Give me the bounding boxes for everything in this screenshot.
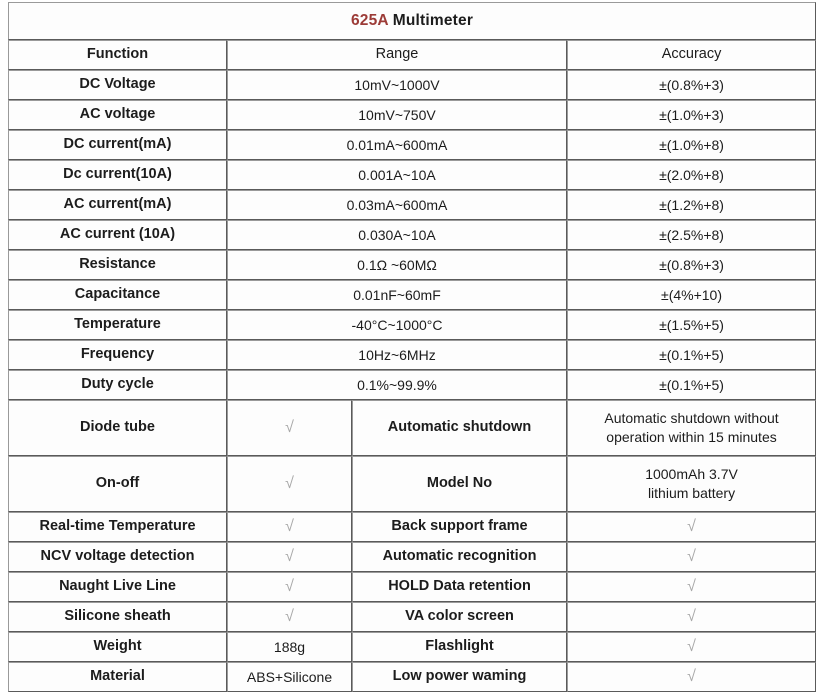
feature-value-line2: lithium battery — [647, 485, 736, 501]
feature-row — [8, 662, 816, 692]
table-row — [8, 250, 816, 280]
specification-table — [8, 2, 816, 692]
table-body — [8, 2, 816, 692]
table-row — [8, 280, 816, 310]
checkmark-icon: √ — [227, 400, 352, 456]
spec-accuracy-value: ±(0.8%+3) — [567, 250, 816, 280]
table-row — [8, 130, 816, 160]
spec-range-value: 0.1Ω ~60MΩ — [227, 250, 567, 280]
feature-label-left: Naught Live Line — [8, 572, 227, 602]
table-row — [8, 340, 816, 370]
spec-function-label: AC current (10A) — [8, 220, 227, 250]
spec-function-label: AC current(mA) — [8, 190, 227, 220]
table-row — [8, 220, 816, 250]
feature-row — [8, 512, 816, 542]
table-row — [8, 310, 816, 340]
checkmark-icon: √ — [567, 542, 816, 572]
checkmark-icon: √ — [567, 572, 816, 602]
spec-accuracy-value: ±(0.1%+5) — [567, 370, 816, 400]
checkmark-icon: √ — [567, 632, 816, 662]
feature-value-line2: operation within 15 minutes — [606, 429, 777, 445]
spec-accuracy-value: ±(4%+10) — [567, 280, 816, 310]
table-row — [8, 100, 816, 130]
product-type-label: Multimeter — [388, 11, 474, 29]
feature-row — [8, 632, 816, 662]
spec-function-label: Frequency — [8, 340, 227, 370]
column-header-accuracy: Accuracy — [567, 40, 816, 70]
feature-label-right: Flashlight — [352, 632, 567, 662]
spec-accuracy-value: ±(0.8%+3) — [567, 70, 816, 100]
spec-range-value: 0.1%~99.9% — [227, 370, 567, 400]
feature-label-right: Low power waming — [352, 662, 567, 692]
spec-function-label: Dc current(10A) — [8, 160, 227, 190]
page-title — [8, 2, 816, 40]
spec-function-label: Capacitance — [8, 280, 227, 310]
feature-value-left: ABS+Silicone — [227, 662, 352, 692]
spec-accuracy-value: ±(2.0%+8) — [567, 160, 816, 190]
feature-value-right — [567, 400, 816, 456]
brand-model-label: 625A — [350, 11, 389, 29]
table-row — [8, 190, 816, 220]
spec-range-value: 10mV~1000V — [227, 70, 567, 100]
spec-function-label: DC current(mA) — [8, 130, 227, 160]
column-header-range: Range — [227, 40, 567, 70]
feature-label-left: Real-time Temperature — [8, 512, 227, 542]
spec-accuracy-value: ±(1.0%+3) — [567, 100, 816, 130]
spec-range-value: 0.001A~10A — [227, 160, 567, 190]
spec-accuracy-value: ±(1.0%+8) — [567, 130, 816, 160]
table-row — [8, 160, 816, 190]
spec-range-value: 0.030A~10A — [227, 220, 567, 250]
checkmark-icon: √ — [227, 542, 352, 572]
feature-label-right: HOLD Data retention — [352, 572, 567, 602]
table-row — [8, 70, 816, 100]
feature-value-line1: Automatic shutdown without — [604, 410, 779, 427]
spec-range-value: 10Hz~6MHz — [227, 340, 567, 370]
spec-accuracy-value: ±(2.5%+8) — [567, 220, 816, 250]
feature-row — [8, 572, 816, 602]
title-row — [8, 2, 816, 40]
spec-range-value: -40°C~1000°C — [227, 310, 567, 340]
feature-label-right: Automatic shutdown — [352, 400, 567, 456]
spec-accuracy-value: ±(1.2%+8) — [567, 190, 816, 220]
spec-function-label: AC voltage — [8, 100, 227, 130]
checkmark-icon: √ — [227, 512, 352, 542]
spec-function-label: Duty cycle — [8, 370, 227, 400]
feature-label-right: Automatic recognition — [352, 542, 567, 572]
feature-label-left: Diode tube — [8, 400, 227, 456]
feature-label-left: Silicone sheath — [8, 602, 227, 632]
spec-function-label: DC Voltage — [8, 70, 227, 100]
feature-row — [8, 602, 816, 632]
feature-value-left: 188g — [227, 632, 352, 662]
feature-label-left: On-off — [8, 456, 227, 512]
feature-label-right: VA color screen — [352, 602, 567, 632]
feature-label-left: NCV voltage detection — [8, 542, 227, 572]
table-row — [8, 370, 816, 400]
spec-range-value: 10mV~750V — [227, 100, 567, 130]
spec-accuracy-value: ±(0.1%+5) — [567, 340, 816, 370]
feature-row — [8, 542, 816, 572]
spec-range-value: 0.01mA~600mA — [227, 130, 567, 160]
spec-accuracy-value: ±(1.5%+5) — [567, 310, 816, 340]
spec-range-value: 0.03mA~600mA — [227, 190, 567, 220]
spec-function-label: Temperature — [8, 310, 227, 340]
feature-label-right: Back support frame — [352, 512, 567, 542]
feature-label-left: Weight — [8, 632, 227, 662]
checkmark-icon: √ — [227, 456, 352, 512]
checkmark-icon: √ — [227, 572, 352, 602]
checkmark-icon: √ — [567, 662, 816, 692]
checkmark-icon: √ — [567, 512, 816, 542]
table-header-row — [8, 40, 816, 70]
feature-value-line1: 1000mAh 3.7V — [645, 466, 738, 483]
feature-value-right — [567, 456, 816, 512]
feature-label-right: Model No — [352, 456, 567, 512]
spec-function-label: Resistance — [8, 250, 227, 280]
feature-row — [8, 456, 816, 512]
spec-range-value: 0.01nF~60mF — [227, 280, 567, 310]
checkmark-icon: √ — [567, 602, 816, 632]
column-header-function: Function — [8, 40, 227, 70]
feature-label-left: Material — [8, 662, 227, 692]
feature-row — [8, 400, 816, 456]
checkmark-icon: √ — [227, 602, 352, 632]
